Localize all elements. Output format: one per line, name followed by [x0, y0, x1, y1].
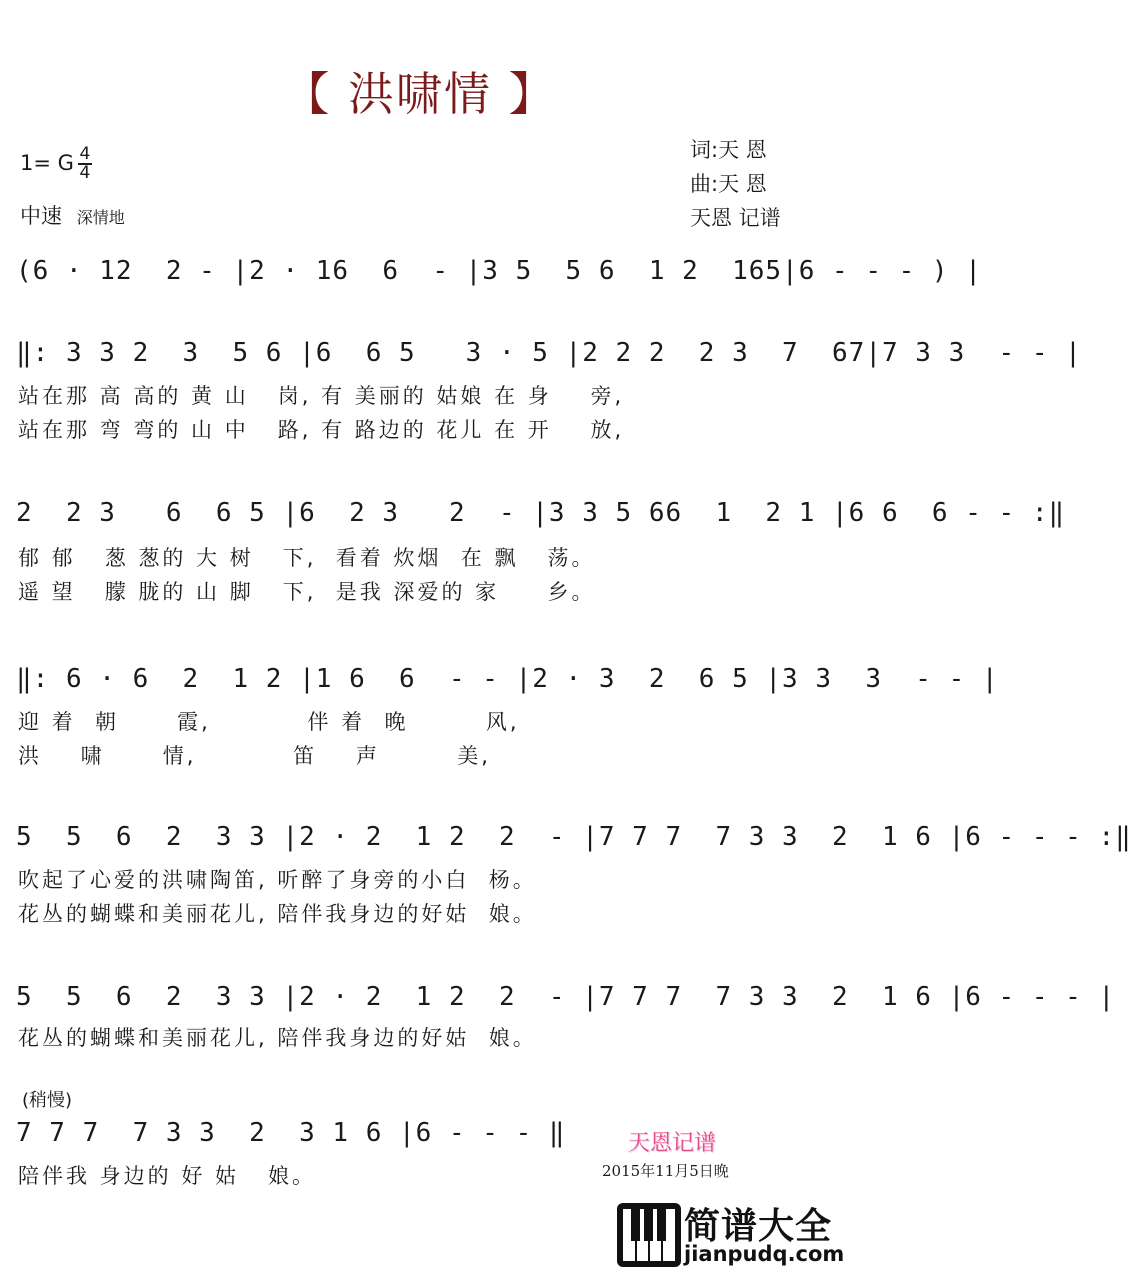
- line1-notes: ‖: 3 3 2 3 5 6 |6 6 5 3 · 5 |2 2 2 2 3 7 67|7 3 3 - - |: [16, 338, 1082, 368]
- line4-lyric-verse2: 花丛的蝴蝶和美丽花儿, 陪伴我身边的好姑 娘。: [18, 902, 537, 926]
- line1-lyric-verse1: 站在那 高 高的 黄 山 岗, 有 美丽的 姑娘 在 身 旁,: [18, 384, 625, 408]
- line1-lyric-verse2: 站在那 弯 弯的 山 中 路, 有 路边的 花儿 在 开 放,: [18, 418, 625, 442]
- line2-notes: 2 2 3 6 6 5 |6 2 3 2 - |3 3 5 66 1 2 1 |6 6 6 - - :‖: [16, 498, 1066, 528]
- coda-lyric: 陪伴我 身边的 好 姑 娘。: [18, 1164, 317, 1188]
- time-bottom: 4: [79, 163, 91, 183]
- line3-lyric-verse1: 迎 着 朝 霞, 伴 着 晚 风,: [18, 710, 520, 734]
- time-top: 4: [79, 144, 91, 164]
- line2-lyric-verse1: 郁 郁 葱 葱的 大 树 下, 看着 炊烟 在 飘 荡。: [18, 546, 596, 570]
- key-signature: [20, 146, 92, 182]
- coda-notes: 7 7 7 7 3 3 2 3 1 6 |6 - - - ‖: [16, 1118, 566, 1148]
- coda-tempo-mark: (稍慢): [22, 1090, 73, 1111]
- time-signature: [78, 146, 92, 182]
- transcriber-signature: 天恩记谱: [628, 1131, 717, 1156]
- line4-lyric-verse1: 吹起了心爱的洪啸陶笛, 听醉了身旁的小白 杨。: [18, 868, 537, 892]
- line2-lyric-verse2: 遥 望 朦 胧的 山 脚 下, 是我 深爱的 家 乡。: [18, 580, 596, 604]
- tempo-label: 中速: [20, 204, 62, 228]
- lyricist: 词:天 恩: [690, 138, 767, 162]
- line3-notes: ‖: 6 · 6 2 1 2 |1 6 6 - - |2 · 3 2 6 5 |3 3 3 - - |: [16, 664, 999, 694]
- key-label: 1= G: [20, 151, 74, 175]
- transcription-date: 2015年11月5日晚: [602, 1162, 729, 1180]
- line5-notes: 5 5 6 2 3 3 |2 · 2 1 2 2 - |7 7 7 7 3 3 2 1 6 |6 - - - |: [16, 982, 1116, 1012]
- logo-url[interactable]: jianpudq.com: [684, 1242, 845, 1266]
- intro-notes: (6 · 12 2 - |2 · 16 6 - |3 5 5 6 1 2 165|6 - - - ) |: [16, 256, 982, 286]
- composer: 曲:天 恩: [690, 172, 767, 196]
- line3-lyric-verse2: 洪 啸 情, 笛 声 美,: [18, 744, 491, 768]
- line5-lyric: 花丛的蝴蝶和美丽花儿, 陪伴我身边的好姑 娘。: [18, 1026, 537, 1050]
- expression-label: 深情地: [76, 208, 125, 227]
- page-title: 【 洪啸情 】: [283, 67, 557, 121]
- logo-title: 简谱大全: [684, 1206, 833, 1247]
- piano-logo-icon: [616, 1202, 682, 1268]
- line4-notes: 5 5 6 2 3 3 |2 · 2 1 2 2 - |7 7 7 7 3 3 2 1 6 |6 - - - :‖: [16, 822, 1132, 852]
- tempo-marking: [20, 200, 125, 230]
- transcriber: 天恩 记谱: [690, 206, 781, 230]
